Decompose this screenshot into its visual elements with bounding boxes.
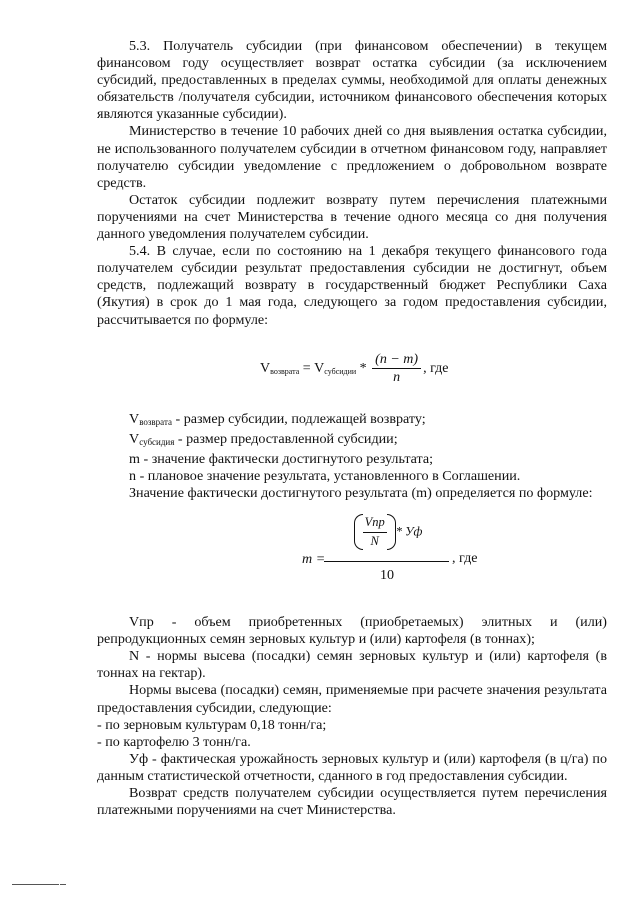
def-symbol: V [129,430,140,447]
formula-gde: , где [423,360,449,376]
paragraph-ministry-notice: Министерство в течение 10 рабочих дней со дня выявления остатка субсидии, не использованного получателем субсидии в отчетном финансовом году, направляет получателю субсидии уведомление с предложением о добровольном возврате средств. [97,123,607,191]
def-subscript: возврата [139,416,172,427]
paragraph-5-3: 5.3. Получатель субсидии (при финансовом обеспечении) в текущем финансовом году осуществляет возврат остатка субсидии (за исключением субсидий, предоставленных в пределах суммы, необходимой для оплаты денежных обязательств /получателя субсидии, источником финансового обеспечения которых являются указанные субсидии). [97,38,607,123]
formula-refund [97,329,607,411]
formula-fraction [372,351,421,386]
formula2-numerator [324,514,452,550]
formula2-fraction-line [324,561,449,562]
paragraph-refund: Возврат средств получателем субсидии осуществляется путем перечисления платежными поручениями на счет Министерства. [97,785,607,819]
paragraph-m-formula-intro: Значение фактически достигнутого результата (m) определяется по формуле: [129,484,593,501]
list-item-potato: - по картофелю 3 тонн/га. [97,733,251,750]
formula-denominator: n [393,369,401,385]
definition-vpr: Vпр - объем приобретенных (приобретаемых) элитных и (или) репродукционных семян зерновых культур и (или) картофеля (в тоннах); [97,614,607,648]
definition-n-norms: N - нормы высева (посадки) семян зерновых культур и (или) картофеля (в тоннах на гектар). [97,648,607,682]
def-symbol: V [129,410,140,427]
formula-numerator: (n − m) [372,351,421,369]
paragraph-5-4: 5.4. В случае, если по состоянию на 1 декабря текущего финансового года получателем субсидии результат предоставления субсидии не достигнут, объем средств, подлежащий возврату в государственный бюджет Республики Саха (Якутия) в срок до 1 мая года, следующего за годом предоставления субсидии, рассчитывается по формуле: [97,243,607,328]
left-paren [354,514,363,550]
definition-n: n - плановое значение результата, установленного в Соглашении. [129,467,521,484]
def-text: - размер субсидии, подлежащей возврату; [171,410,426,427]
formula-v: V [260,360,271,376]
footer-rule-short [60,884,66,885]
paragraph-remaining-subsidy: Остаток субсидии подлежит возврату путем перечисления платежными поручениями на счет Министерства в течение одного месяца со дня получения данного уведомления получателем субсидии. [97,191,607,243]
footer-rule [12,884,59,885]
formula2-n: N [370,533,379,548]
def-text: - размер предоставленной субсидии; [174,430,398,447]
formula2-m: m = [302,551,326,568]
formula-eq: = V [299,360,325,376]
formula-sub-vozvrata: возврата [270,366,300,376]
document-body [97,38,607,819]
paragraph-norms: Нормы высева (посадки) семян, применяемые при расчете значения результата предоставления субсидии, следующие: [97,682,607,716]
formula2-vpr: Vпр [363,514,387,532]
formula2-inner-fraction [363,514,387,549]
list-item-grain: - по зерновым культурам 0,18 тонн/га; [97,716,327,733]
formula-sub-subsidii: субсидии [324,366,357,376]
right-paren [387,514,396,550]
definition-v-vozvrata [97,411,607,431]
formula2-gde: , где [452,550,478,567]
definition-m: m - значение фактически достигнутого результата; [129,450,434,467]
formula2-denominator: 10 [380,567,395,584]
definition-uf: Уф - фактическая урожайность зерновых культур и (или) картофеля (в ц/га) по данным статистической отчетности, сданного в год предоставления субсидии. [97,750,607,784]
definition-v-subsidiya [97,431,607,451]
formula2-uf: * Уф [395,524,423,539]
formula-m [97,502,607,614]
formula-times: * [356,360,371,376]
def-subscript: субсидия [139,436,175,447]
